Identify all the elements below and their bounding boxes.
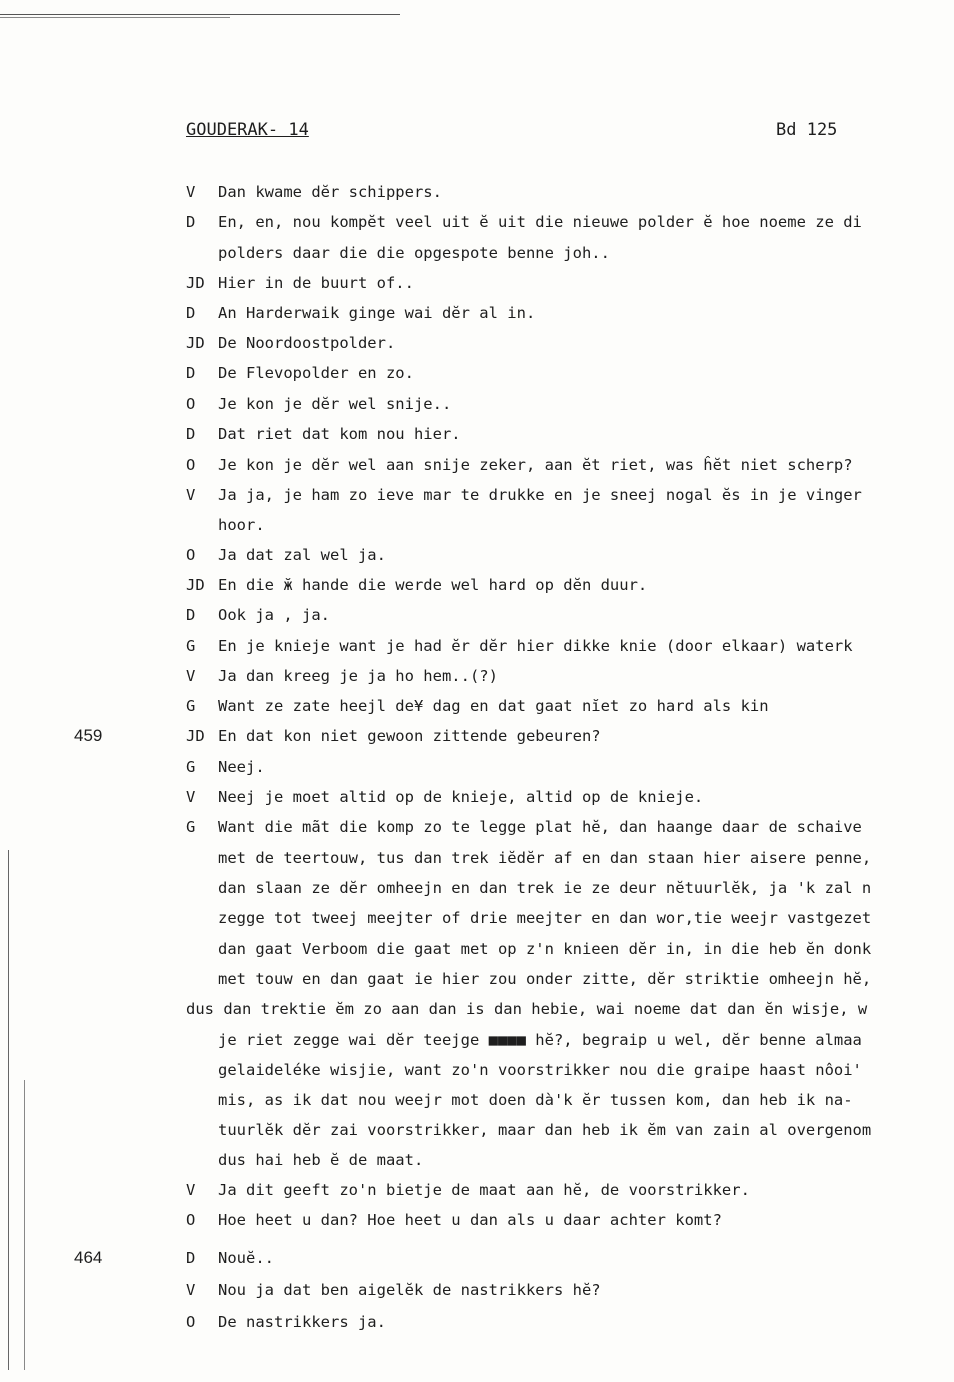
speaker-label: D <box>186 304 196 322</box>
utterance-text: Je kon je dĕr wel snije.. <box>218 395 452 413</box>
utterance-text: En die ӂ hande die werde wel hard op dĕn duur. <box>218 576 648 594</box>
utterance-text: zegge tot tweej meejter of drie meejter en dan wor,tie weejr vastgezet <box>218 909 872 927</box>
utterance-text: De nastrikkers ja. <box>218 1313 386 1331</box>
utterance-text: dan gaat Verboom die gaat met op z'n knieen dĕr in, in die heb ĕn donk <box>218 940 872 958</box>
speaker-label: JD <box>186 274 205 292</box>
utterance-text: En dat kon niet gewoon zittende gebeuren? <box>218 727 601 745</box>
utterance-text: polders daar die die opgespote benne joh.. <box>218 244 610 262</box>
utterance-text: dus hai heb ĕ de maat. <box>218 1151 424 1169</box>
utterance-text: met de teertouw, tus dan trek iĕdĕr af en dan staan hier aisere penne, <box>218 849 872 867</box>
speaker-label: D <box>186 364 196 382</box>
speaker-label: G <box>186 637 196 655</box>
utterance-text: En je knieje want je had ĕr dĕr hier dikke knie (door elkaar) waterk <box>218 637 853 655</box>
speaker-label: V <box>186 486 196 504</box>
speaker-label: V <box>186 667 196 685</box>
utterance-text: gelaideléke wisjie, want zo'n voorstrikker nou die graipe haast nôoi' <box>218 1061 862 1079</box>
utterance-text: mis, as ik dat nou weejr mot doen dà'k ĕr tussen kom, dan heb ik na- <box>218 1091 853 1109</box>
speaker-label: D <box>186 1249 196 1267</box>
utterance-text: De Flevopolder en zo. <box>218 364 414 382</box>
speaker-label: G <box>186 697 196 715</box>
utterance-text: Dat riet dat kom nou hier. <box>218 425 461 443</box>
left-margin-rule-secondary <box>24 1080 25 1370</box>
utterance-text: Hier in de buurt of.. <box>218 274 414 292</box>
speaker-label: V <box>186 788 196 806</box>
top-rule <box>0 14 400 15</box>
speaker-label: JD <box>186 727 205 745</box>
page-reference: Bd 125 <box>776 120 838 140</box>
utterance-text: hoor. <box>218 516 265 534</box>
utterance-text: En, en, nou kompĕt veel uit ĕ uit die nieuwe polder ĕ hoe noeme ze di <box>218 213 862 231</box>
utterance-text: Want die mãt die komp zo te legge plat hĕ, dan haange daar de schaive <box>218 818 862 836</box>
utterance-text: Ja dit geeft zo'n bietje de maat aan hĕ, de voorstrikker. <box>218 1181 750 1199</box>
utterance-text: Dan kwame dĕr schippers. <box>218 183 442 201</box>
speaker-label: O <box>186 1211 196 1229</box>
utterance-text: Nou ja dat ben aigelĕk de nastrikkers hĕ? <box>218 1281 601 1299</box>
utterance-text: De Noordoostpolder. <box>218 334 396 352</box>
utterance-text: Ja dan kreeg je ja ho hem..(?) <box>218 667 498 685</box>
speaker-label: G <box>186 818 196 836</box>
speaker-label: O <box>186 456 196 474</box>
margin-line-number: 464 <box>74 1248 103 1267</box>
utterance-text: dus dan trektie ĕm zo aan dan is dan hebie, wai noeme dat dan ĕn wisje, w <box>186 1000 868 1018</box>
utterance-text: je riet zegge wai dĕr teejge ■■■■ hĕ?, begraip u wel, dĕr benne almaa <box>218 1031 862 1049</box>
speaker-label: D <box>186 606 196 624</box>
utterance-text: Ook ja , ja. <box>218 606 330 624</box>
left-margin-rule <box>8 850 9 1370</box>
speaker-label: G <box>186 758 196 776</box>
utterance-text: met touw en dan gaat ie hier zou onder zitte, dĕr striktie omheejn hĕ, <box>218 970 872 988</box>
speaker-label: V <box>186 183 196 201</box>
speaker-label: JD <box>186 576 205 594</box>
speaker-label: V <box>186 1181 196 1199</box>
speaker-label: O <box>186 546 196 564</box>
speaker-label: JD <box>186 334 205 352</box>
speaker-label: D <box>186 425 196 443</box>
margin-line-number: 459 <box>74 726 103 745</box>
utterance-text: Ja dat zal wel ja. <box>218 546 386 564</box>
utterance-text: Ja ja, je ham zo ieve mar te drukke en je sneej nogal ĕs in je vinger <box>218 486 862 504</box>
utterance-text: Neej je moet altid op de knieje, altid op de knieje. <box>218 788 704 806</box>
utterance-text: tuurlĕk dĕr zai voorstrikker, maar dan heb ik ĕm van zain al overgenom <box>218 1121 872 1139</box>
top-rule-secondary <box>0 17 230 18</box>
utterance-text: Want ze zate heejl de¥ dag en dat gaat nĭet zo hard als kin <box>218 697 769 715</box>
document-title: GOUDERAK- 14 <box>186 120 309 140</box>
speaker-label: O <box>186 1313 196 1331</box>
utterance-text: Je kon je dĕr wel aan snije zeker, aan ĕt riet, was ĥĕt niet scherp? <box>218 456 853 474</box>
utterance-text: dan slaan ze dĕr omheejn en dan trek ie ze deur nĕtuurlĕk, ja 'k zal n <box>218 879 872 897</box>
utterance-text: Nouĕ.. <box>218 1249 274 1267</box>
speaker-label: O <box>186 395 196 413</box>
utterance-text: An Harderwaik ginge wai dĕr al in. <box>218 304 536 322</box>
utterance-text: Neej. <box>218 758 265 776</box>
utterance-text: Hoe heet u dan? Hoe heet u dan als u daar achter komt? <box>218 1211 722 1229</box>
speaker-label: D <box>186 213 196 231</box>
speaker-label: V <box>186 1281 196 1299</box>
